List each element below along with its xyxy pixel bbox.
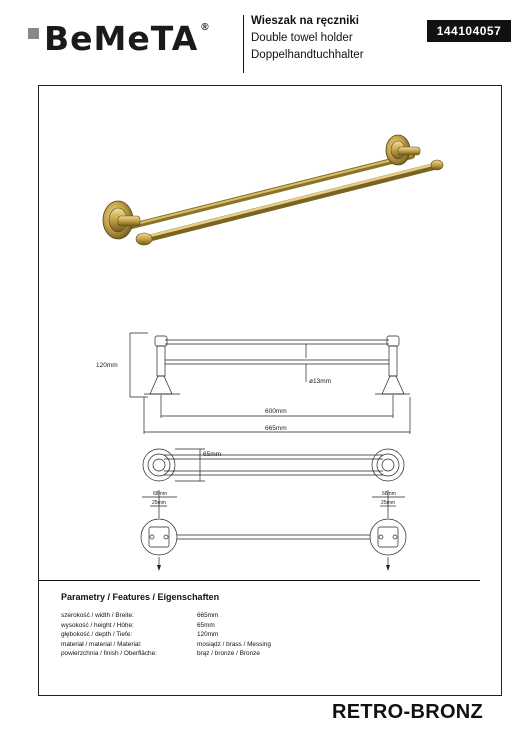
params-row — [61, 640, 271, 650]
dim-hole-right: 25mm — [381, 500, 395, 506]
brand-name: BeMeTA — [44, 18, 199, 58]
dim-depth: 65mm — [203, 451, 222, 458]
param-value: 665mm — [197, 612, 219, 619]
dim-overall-width: 665mm — [265, 425, 287, 432]
param-label: wysokość / height / Höhe: — [61, 621, 134, 629]
param-label: głębokość / depth / Tiefe: — [61, 631, 133, 639]
params-row — [61, 630, 271, 640]
params-table — [61, 611, 271, 659]
finish-name: RETRO-BRONZ — [332, 701, 484, 723]
dim-height: 120mm — [96, 362, 118, 369]
params-divider — [38, 580, 480, 581]
dim-flange-left: 68mm — [153, 491, 167, 497]
params-title: Parametry / Features / Eigenschaften — [61, 592, 220, 602]
title-pl: Wieszak na ręczniki — [251, 15, 359, 27]
product-code-badge: 144104057 — [427, 20, 511, 42]
dim-hole-left: 25mm — [152, 500, 166, 506]
params-row — [61, 649, 271, 659]
params-row — [61, 621, 271, 631]
param-value: brąz / bronze / Bronze — [197, 650, 260, 658]
param-value: 120mm — [197, 631, 219, 639]
param-label: szerokość / width / Breite: — [61, 612, 134, 619]
registered-mark: ® — [201, 21, 209, 33]
param-label: powierzchnia / finish / Oberfläche: — [61, 650, 157, 658]
dim-inner-width: 600mm — [265, 408, 287, 415]
param-value: 65mm — [197, 621, 215, 629]
param-value: mosiądz / brass / Messing — [197, 640, 271, 648]
params-row — [61, 611, 271, 621]
title-de: Doppelhandtuchhalter — [251, 49, 364, 61]
param-label: materiał / material / Material: — [61, 640, 142, 648]
dim-diameter: ø13mm — [309, 378, 332, 385]
title-en: Double towel holder — [251, 32, 353, 44]
dim-flange-right: 68mm — [382, 491, 396, 497]
